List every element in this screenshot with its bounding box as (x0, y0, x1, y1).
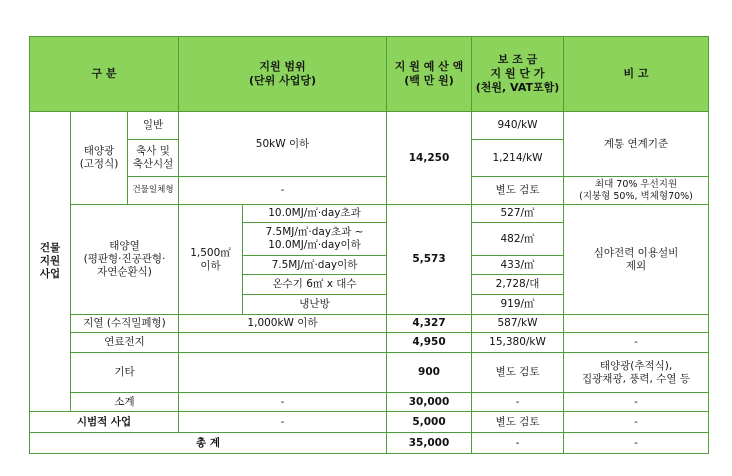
others-note: 태양광(추적식), 집광채광, 풍력, 수열 등 (564, 353, 709, 393)
solar-pv-budget: 14,250 (387, 112, 472, 205)
fuel-cell-budget: 4,950 (387, 333, 472, 353)
table-row (30, 433, 709, 454)
solar-thermal-scope-0: 10.0MJ/㎡·day초과 (243, 205, 387, 223)
solar-pv-note-bipv: 최대 70% 우선지원 (지붕형 50%, 벽체형70%) (564, 177, 709, 205)
table-row (30, 315, 709, 333)
subtotal-budget: 30,000 (387, 393, 472, 412)
solar-pv-price-livestock: 1,214/kW (472, 140, 564, 177)
total-price: - (472, 433, 564, 454)
pilot-budget: 5,000 (387, 412, 472, 433)
solar-thermal-price-1: 482/㎡ (472, 223, 564, 256)
solar-pv-price-general: 940/kW (472, 112, 564, 140)
subtotal-label: 소계 (71, 393, 179, 412)
solar-pv-general: 일반 (128, 112, 179, 140)
solar-thermal-scope-3: 온수기 6㎡ x 대수 (243, 275, 387, 295)
others-budget: 900 (387, 353, 472, 393)
solar-thermal-price-3: 2,728/대 (472, 275, 564, 295)
solar-pv-scope: 50kW 이하 (179, 112, 387, 177)
header-budget: 지 원 예 산 액 (백 만 원) (387, 37, 472, 112)
solar-thermal-scope-1: 7.5MJ/㎡·day초과 ~ 10.0MJ/㎡·day이하 (243, 223, 387, 256)
solar-thermal-price-2: 433/㎡ (472, 256, 564, 275)
solar-thermal-price-4: 919/㎡ (472, 295, 564, 315)
solar-pv-note-grid: 계통 연계기준 (564, 112, 709, 177)
fuel-cell-scope (179, 333, 387, 353)
geothermal-scope: 1,000kW 이하 (179, 315, 387, 333)
table-row (30, 333, 709, 353)
solar-pv-price-bipv: 별도 검토 (472, 177, 564, 205)
solar-pv-label: 태양광 (고정식) (71, 112, 128, 205)
pilot-price: 별도 검토 (472, 412, 564, 433)
pilot-scope: - (179, 412, 387, 433)
header-category: 구 분 (30, 37, 179, 112)
solar-pv-bipv: 건물일체형 (128, 177, 179, 205)
header-row (30, 37, 709, 112)
geothermal-label: 지열 (수직밀폐형) (71, 315, 179, 333)
subtotal-price: - (472, 393, 564, 412)
fuel-cell-label: 연료전지 (71, 333, 179, 353)
geothermal-note (564, 315, 709, 333)
others-scope (179, 353, 387, 393)
fuel-cell-note: - (564, 333, 709, 353)
solar-thermal-budget: 5,573 (387, 205, 472, 315)
subsidy-table (29, 36, 709, 454)
total-note: - (564, 433, 709, 454)
solar-thermal-scope-2: 7.5MJ/㎡·day이하 (243, 256, 387, 275)
total-budget: 35,000 (387, 433, 472, 454)
solar-pv-scope-bipv: - (179, 177, 387, 205)
table-row (30, 393, 709, 412)
header-note: 비 고 (564, 37, 709, 112)
solar-thermal-label: 태양열 (평판형·진공관형· 자연순환식) (71, 205, 179, 315)
total-label: 총 계 (30, 433, 387, 454)
geothermal-price: 587/kW (472, 315, 564, 333)
subtotal-scope: - (179, 393, 387, 412)
header-scope: 지원 범위 (단위 사업당) (179, 37, 387, 112)
table-row (30, 112, 709, 140)
solar-thermal-scope-4: 냉난방 (243, 295, 387, 315)
solar-thermal-note: 심야전력 이용설비 제외 (564, 205, 709, 315)
subtotal-note: - (564, 393, 709, 412)
geothermal-budget: 4,327 (387, 315, 472, 333)
solar-thermal-area: 1,500㎡ 이하 (179, 205, 243, 315)
header-unit-price: 보 조 금 지 원 단 가 (천원, VAT포함) (472, 37, 564, 112)
table-row (30, 205, 709, 223)
fuel-cell-price: 15,380/kW (472, 333, 564, 353)
table-row (30, 353, 709, 393)
table-row (30, 412, 709, 433)
solar-thermal-price-0: 527/㎡ (472, 205, 564, 223)
building-support-label: 건물 지원 사업 (30, 112, 71, 412)
others-label: 기타 (71, 353, 179, 393)
table-row (30, 177, 709, 205)
pilot-note: - (564, 412, 709, 433)
solar-pv-livestock: 축사 및 축산시설 (128, 140, 179, 177)
others-price: 별도 검토 (472, 353, 564, 393)
pilot-label: 시범적 사업 (30, 412, 179, 433)
